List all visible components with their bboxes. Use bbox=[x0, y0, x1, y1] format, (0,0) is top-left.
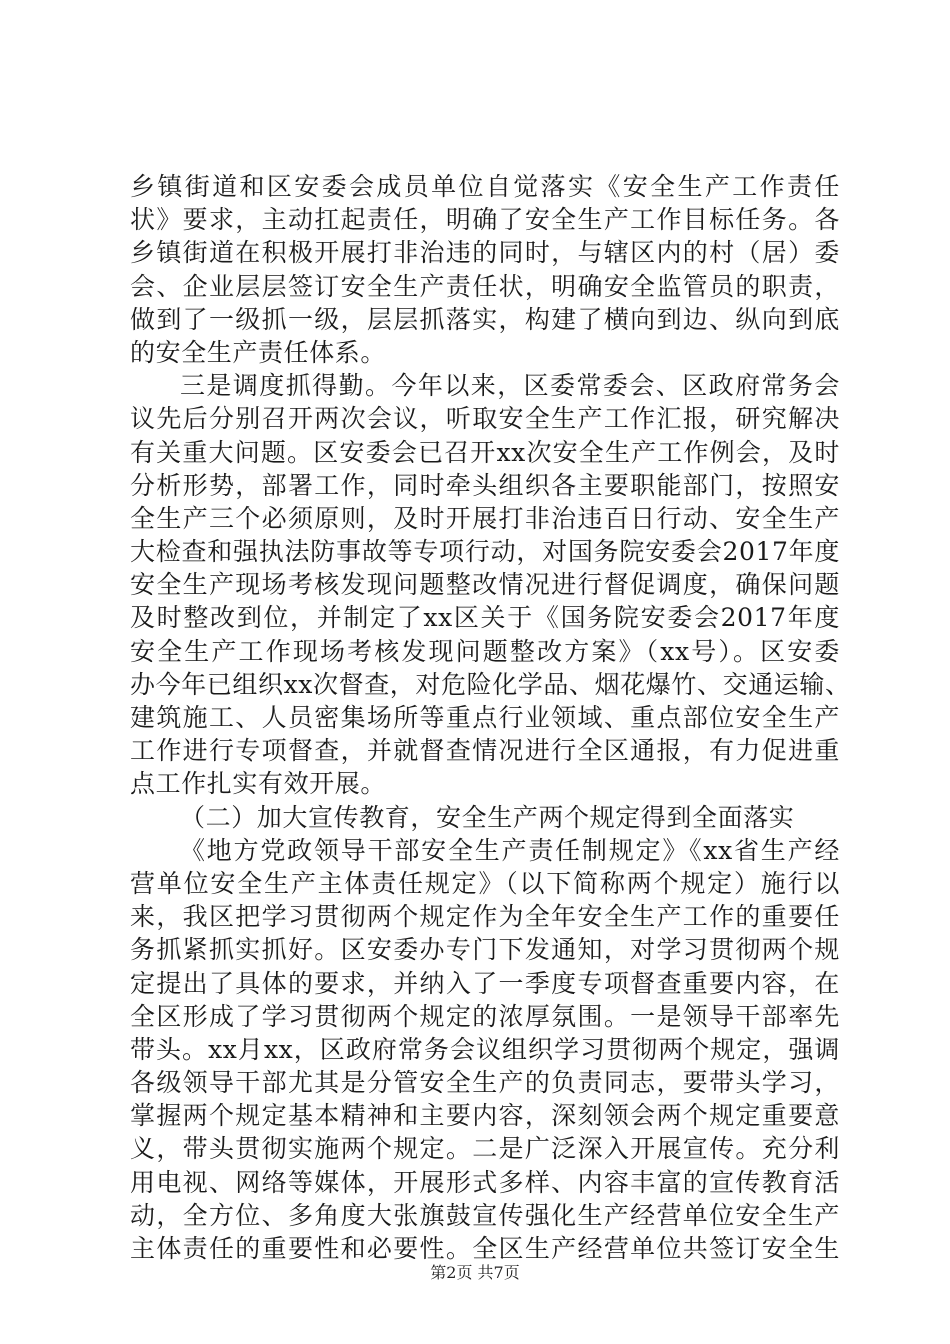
text-line: （二）加大宣传教育，安全生产两个规定得到全面落实 bbox=[180, 802, 795, 832]
text-line: 做到了一级抓一级，层层抓落实，构建了横向到边、纵向到底 bbox=[130, 304, 840, 334]
text-line: 全区形成了学习贯彻两个规定的浓厚氛围。一是领导干部率先 bbox=[130, 1001, 840, 1031]
text-line: 点工作扎实有效开展。 bbox=[130, 769, 387, 799]
text-line: 定提出了具体的要求，并纳入了一季度专项督查重要内容，在 bbox=[130, 968, 840, 998]
text-line: 动，全方位、多角度大张旗鼓宣传强化生产经营单位安全生产 bbox=[130, 1200, 840, 1230]
text-line: 三是调度抓得勤。今年以来，区委常委会、区政府常务会 bbox=[180, 371, 840, 401]
text-line: 的安全生产责任体系。 bbox=[130, 337, 387, 367]
text-line: 工作进行专项督查，并就督查情况进行全区通报，有力促进重 bbox=[130, 736, 840, 766]
text-line: 乡镇街道和区安委会成员单位自觉落实《安全生产工作责任 bbox=[130, 172, 840, 201]
document-body bbox=[130, 170, 851, 1265]
text-line: 义，带头贯彻实施两个规定。二是广泛深入开展宣传。充分利 bbox=[130, 1134, 840, 1164]
text-line: 会、企业层层签订安全生产责任状，明确安全监管员的职责， bbox=[130, 271, 840, 301]
text-line: 用电视、网络等媒体，开展形式多样、内容丰富的宣传教育活 bbox=[130, 1167, 840, 1197]
text-line: 安全生产工作现场考核发现问题整改方案》（xx号）。区安委 bbox=[130, 636, 840, 666]
text-line: 及时整改到位，并制定了xx区关于《国务院安委会2017年度 bbox=[130, 603, 840, 633]
text-line: 全生产三个必须原则，及时开展打非治违百日行动、安全生产 bbox=[130, 503, 840, 533]
text-line: 主体责任的重要性和必要性。全区生产经营单位共签订安全生 bbox=[130, 1234, 840, 1263]
text-line: 状》要求，主动扛起责任，明确了安全生产工作目标任务。各 bbox=[130, 205, 840, 235]
text-line: 办今年已组织xx次督查，对危险化学品、烟花爆竹、交通运输、 bbox=[130, 669, 851, 699]
text-line: 带头。xx月xx，区政府常务会议组织学习贯彻两个规定，强调 bbox=[130, 1034, 840, 1064]
text-line: 《地方党政领导干部安全生产责任制规定》《xx省生产经 bbox=[180, 835, 840, 865]
text-line: 议先后分别召开两次会议，听取安全生产工作汇报，研究解决 bbox=[130, 404, 840, 434]
text-line: 务抓紧抓实抓好。区安委办专门下发通知，对学习贯彻两个规 bbox=[130, 935, 840, 965]
text-line: 分析形势，部署工作，同时牵头组织各主要职能部门，按照安 bbox=[130, 470, 840, 500]
text-line: 各级领导干部尤其是分管安全生产的负责同志，要带头学习， bbox=[130, 1068, 840, 1098]
text-line: 大检查和强执法防事故等专项行动，对国务院安委会2017年度 bbox=[130, 537, 840, 567]
text-line: 乡镇街道在积极开展打非治违的同时，与辖区内的村（居）委 bbox=[130, 238, 840, 268]
text-line: 掌握两个规定基本精神和主要内容，深刻领会两个规定重要意 bbox=[130, 1101, 840, 1131]
page-footer: 第2页 共7页 bbox=[430, 1263, 520, 1282]
text-line: 有关重大问题。区安委会已召开xx次安全生产工作例会，及时 bbox=[130, 437, 840, 467]
text-line: 建筑施工、人员密集场所等重点行业领域、重点部位安全生产 bbox=[130, 703, 840, 732]
text-line: 安全生产现场考核发现问题整改情况进行督促调度，确保问题 bbox=[130, 570, 840, 600]
text-line: 来，我区把学习贯彻两个规定作为全年安全生产工作的重要任 bbox=[130, 902, 840, 932]
text-line: 营单位安全生产主体责任规定》（以下简称两个规定）施行以 bbox=[130, 868, 840, 898]
